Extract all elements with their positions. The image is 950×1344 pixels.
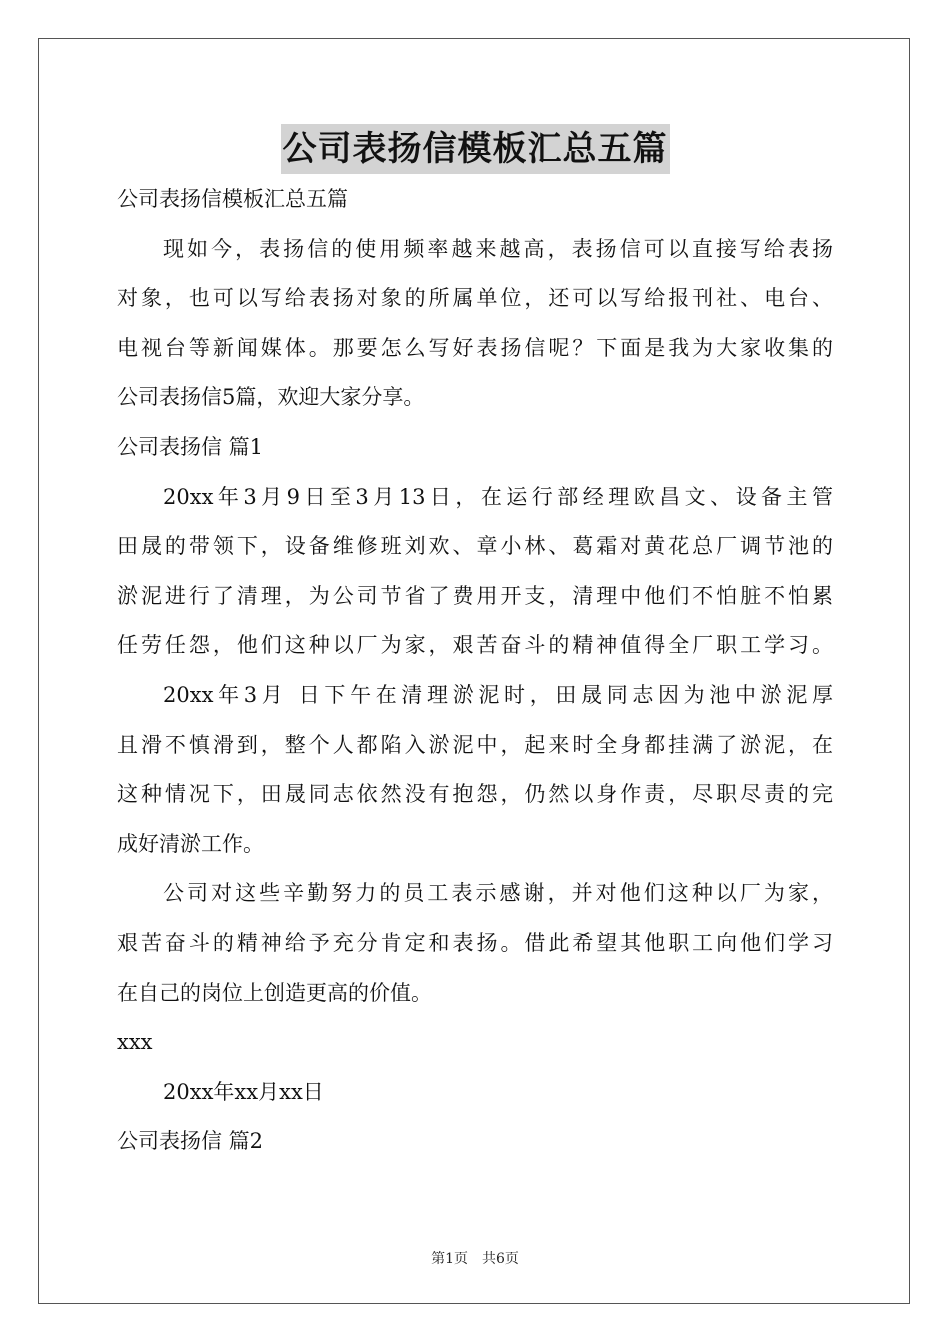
paragraph-line: 公司对这些辛勤努力的员工表示感谢，并对他们这种以厂为家， xyxy=(163,881,833,906)
section-heading: 公司表扬信 篇1 xyxy=(117,434,264,459)
document-title: 公司表扬信模板汇总五篇 xyxy=(281,124,670,174)
document-body xyxy=(117,175,833,1167)
paragraph-line: 艰苦奋斗的精神给予充分肯定和表扬。借此希望其他职工向他们学习 xyxy=(117,930,833,955)
page-number-current: 第1页 xyxy=(431,1251,468,1267)
date-line: 20xx年xx月xx日 xyxy=(163,1079,324,1104)
paragraph-line: 电视台等新闻媒体。那要怎么写好表扬信呢？下面是我为大家收集的 xyxy=(117,335,833,360)
paragraph-line: 在自己的岗位上创造更高的价值。 xyxy=(117,980,432,1005)
paragraph-line: 任劳任怨，他们这种以厂为家，艰苦奋斗的精神值得全厂职工学习。 xyxy=(117,633,833,658)
paragraph-line: 现如今，表扬信的使用频率越来越高，表扬信可以直接写给表扬 xyxy=(163,236,833,261)
paragraph-line: 20xx年3月9日至3月13日，在运行部经理欧昌文、设备主管 xyxy=(163,484,833,509)
paragraph-line: 且滑不慎滑到，整个人都陷入淤泥中，起来时全身都挂满了淤泥，在 xyxy=(117,732,833,757)
paragraph-line: 20xx年3月 日下午在清理淤泥时，田晟同志因为池中淤泥厚 xyxy=(163,682,833,707)
page-number-total: 共6页 xyxy=(482,1251,519,1267)
section-heading: 公司表扬信 篇2 xyxy=(117,1129,264,1154)
title-container xyxy=(0,124,950,174)
paragraph-line: 对象，也可以写给表扬对象的所属单位，还可以写给报刊社、电台、 xyxy=(117,286,833,311)
paragraph-line: 田晟的带领下，设备维修班刘欢、章小林、葛霜对黄花总厂调节池的 xyxy=(117,534,833,559)
paragraph-line: 这种情况下，田晟同志依然没有抱怨，仍然以身作责，尽职尽责的完 xyxy=(117,782,833,807)
signature-line: xxx xyxy=(117,1030,153,1055)
paragraph-line: 公司表扬信5篇，欢迎大家分享。 xyxy=(117,385,425,410)
page-footer xyxy=(0,1248,950,1268)
paragraph-line: 成好清淤工作。 xyxy=(117,831,264,856)
paragraph-line: 淤泥进行了清理，为公司节省了费用开支，清理中他们不怕脏不怕累 xyxy=(117,583,833,608)
subtitle-line: 公司表扬信模板汇总五篇 xyxy=(117,187,348,211)
